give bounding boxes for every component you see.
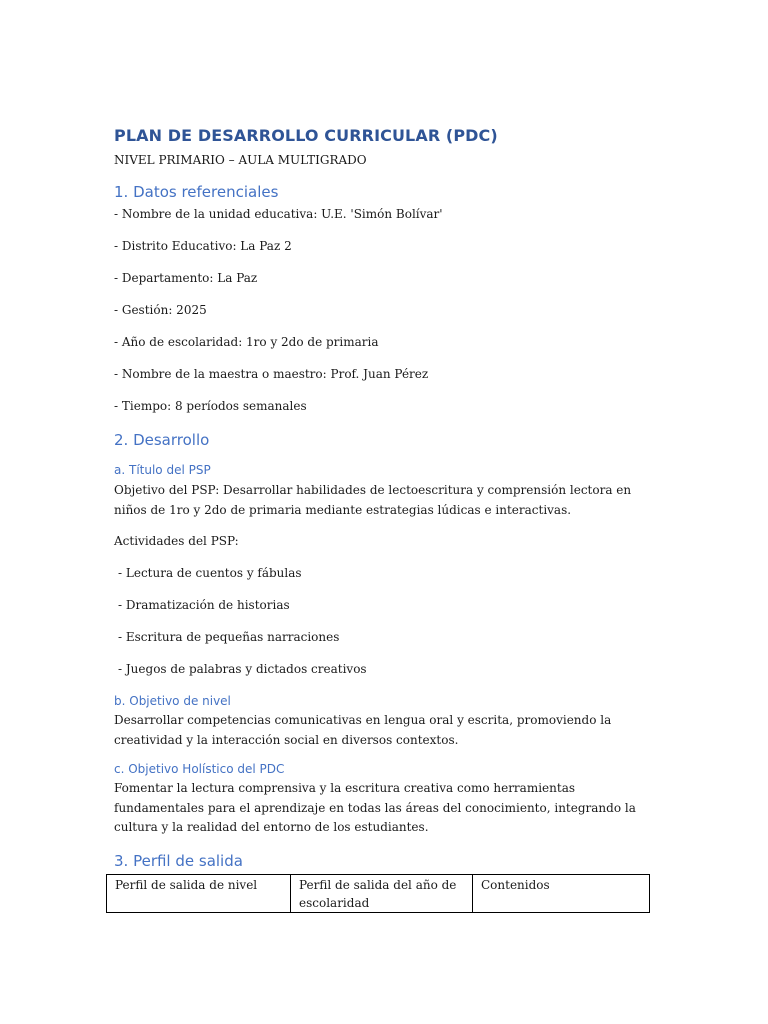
- psp-activity-item: - Juegos de palabras y dictados creativos: [118, 662, 367, 676]
- document-page: [114, 124, 654, 913]
- psp-activity-item: - Dramatización de historias: [118, 598, 290, 612]
- perfil-salida-table: [106, 874, 650, 913]
- document-title: PLAN DE DESARROLLO CURRICULAR (PDC): [114, 126, 498, 145]
- subheading-objetivo-nivel: b. Objetivo de nivel: [114, 694, 231, 708]
- datos-item-unidad-educativa: - Nombre de la unidad educativa: U.E. 'Simón Bolívar': [114, 207, 443, 221]
- document-subtitle: NIVEL PRIMARIO – AULA MULTIGRADO: [114, 153, 367, 167]
- section-heading-perfil-salida: 3. Perfil de salida: [114, 851, 243, 870]
- psp-activities-label: Actividades del PSP:: [114, 534, 239, 548]
- section-heading-datos-referenciales: 1. Datos referenciales: [114, 183, 279, 201]
- psp-objective-paragraph: Objetivo del PSP: Desarrollar habilidades de lectoescritura y comprensión lectora en niños de 1ro y 2do de primaria mediante estrategias lúdicas e interactivas.: [114, 483, 632, 517]
- psp-activity-item: - Lectura de cuentos y fábulas: [118, 566, 302, 580]
- table-header-contenidos: Contenidos: [473, 874, 650, 912]
- datos-item-gestion: - Gestión: 2025: [114, 303, 207, 317]
- table-header-row: [107, 874, 650, 912]
- subheading-titulo-psp: a. Título del PSP: [114, 463, 211, 477]
- objetivo-holistico-paragraph: Fomentar la lectura comprensiva y la escritura creativa como herramientas fundamentales para el aprendizaje en todas las áreas del conocimiento, integrando la cultura y la realidad del entorno de los estudiantes.: [114, 781, 636, 834]
- datos-item-maestro: - Nombre de la maestra o maestro: Prof. Juan Pérez: [114, 367, 429, 381]
- section-heading-desarrollo: 2. Desarrollo: [114, 431, 210, 449]
- subheading-objetivo-holistico: c. Objetivo Holístico del PDC: [114, 762, 285, 776]
- datos-item-tiempo: - Tiempo: 8 períodos semanales: [114, 399, 307, 413]
- objetivo-nivel-paragraph: Desarrollar competencias comunicativas en lengua oral y escrita, promoviendo la creatividad y la interacción social en diversos contextos.: [114, 713, 612, 747]
- datos-item-departamento: - Departamento: La Paz: [114, 271, 258, 285]
- datos-item-ano-escolaridad: - Año de escolaridad: 1ro y 2do de primaria: [114, 335, 379, 349]
- psp-activity-item: - Escritura de pequeñas narraciones: [118, 630, 340, 644]
- datos-item-distrito: - Distrito Educativo: La Paz 2: [114, 239, 292, 253]
- table-header-perfil-ano: Perfil de salida del año de escolaridad: [291, 874, 473, 912]
- table-header-perfil-nivel: Perfil de salida de nivel: [107, 874, 291, 912]
